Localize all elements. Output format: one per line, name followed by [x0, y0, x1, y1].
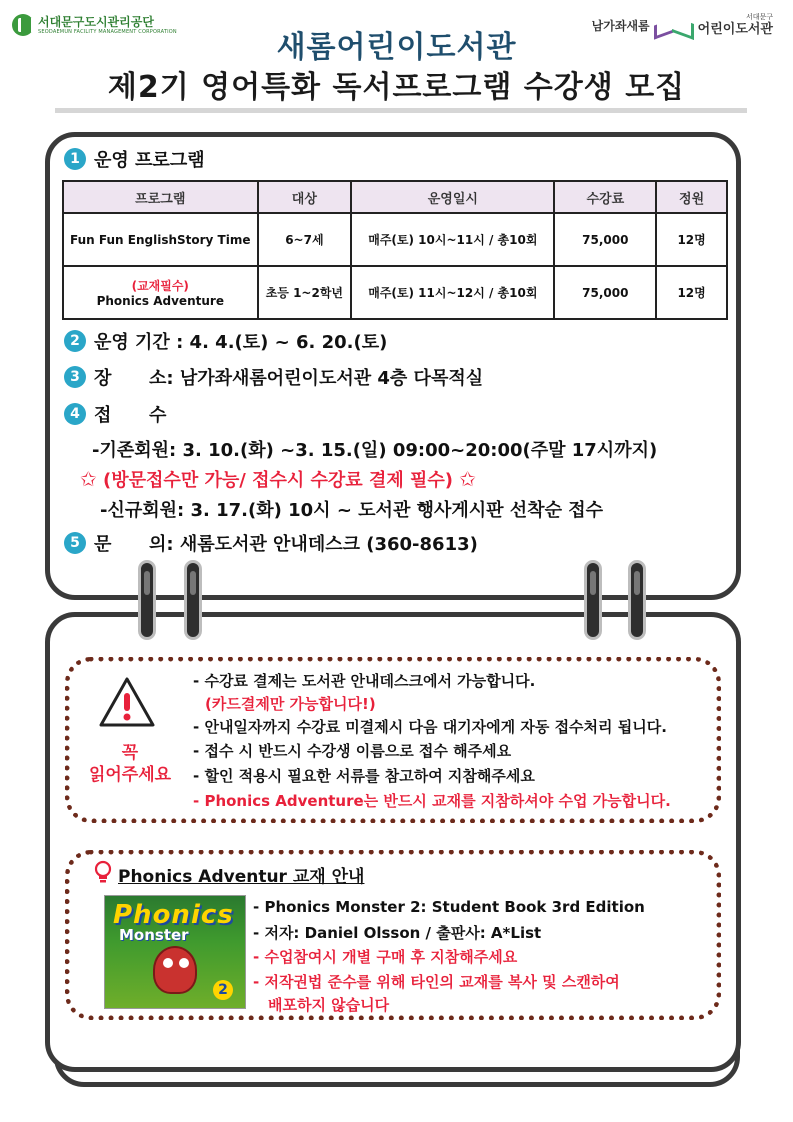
section-number-badge: 2: [64, 330, 86, 352]
section-label: 운영 프로그램: [94, 150, 205, 171]
table-cell-schedule: 매주(토) 11시~12시 / 총10회: [351, 266, 554, 319]
table-header: 대상: [258, 181, 352, 213]
table-header: 운영일시: [351, 181, 554, 213]
star-icon: ✩: [459, 467, 477, 491]
table-header-row: [63, 181, 727, 213]
binder-ring: [628, 560, 646, 640]
library-logo-left-text: 남가좌새롬: [591, 19, 650, 33]
warning-icon: [98, 676, 156, 728]
textbook-title: Phonics Adventur 교재 안내: [118, 867, 365, 887]
section-label: 접 수: [94, 405, 167, 426]
library-logo-name: 어린이도서관: [697, 22, 773, 37]
page-title-library: 새롬어린이도서관: [276, 30, 517, 65]
program-name: Phonics Adventure: [96, 294, 224, 308]
textbook-line: 배포하지 않습니다: [268, 996, 390, 1014]
binder-ring: [138, 560, 156, 640]
reception-existing-note-row: [80, 466, 476, 492]
table-cell-program: [63, 213, 258, 266]
table-cell-capacity: 12명: [656, 213, 727, 266]
notice-item: - 접수 시 반드시 수강생 이름으로 접수 해주세요: [193, 742, 512, 760]
textbook-line: - 수업참여시 개별 구매 후 지참해주세요: [253, 948, 518, 966]
table-cell-target: 6~7세: [258, 213, 352, 266]
notice-item: - 안내일자까지 수강료 미결제시 다음 대기자에게 자동 접수처리 됩니다.: [193, 718, 667, 736]
notice-item: - 할인 적용시 필요한 서류를 참고하여 지참해주세요: [193, 767, 535, 785]
table-cell-fee: 75,000: [554, 266, 656, 319]
textbook-line: - 저작권법 준수를 위해 타인의 교재를 복사 및 스캔하여: [253, 973, 620, 991]
notice-label: [78, 742, 182, 786]
section-number-badge: 3: [64, 366, 86, 388]
library-logo-district: 서대문구: [745, 13, 773, 21]
reception-existing: -기존회원: 3. 10.(화) ~3. 15.(일) 09:00~20:00(주말 17시까지): [92, 440, 658, 461]
table-row: [63, 213, 727, 266]
notice-item: - 수강료 결제는 도서관 안내데스크에서 가능합니다.: [193, 672, 536, 690]
textbook-line: - Phonics Monster 2: Student Book 3rd Edition: [253, 898, 645, 916]
section-number-badge: 5: [64, 532, 86, 554]
binder-ring: [584, 560, 602, 640]
table-row: [63, 266, 727, 319]
section-number-badge: 4: [64, 403, 86, 425]
program-name: Fun Fun EnglishStory Time: [70, 232, 251, 247]
org-eng-name: SEODAEMUN FACILITY MANAGEMENT CORPORATION: [38, 28, 177, 35]
table-cell-capacity: 12명: [656, 266, 727, 319]
cover-number: 2: [213, 980, 233, 1000]
section-location: [64, 364, 483, 390]
binder-ring: [184, 560, 202, 640]
textbook-line: - 저자: Daniel Olsson / 출판사: A*List: [253, 924, 542, 942]
section-program: [64, 146, 205, 172]
star-icon: ✩: [80, 467, 97, 491]
org-name: 서대문구도시관리공단: [38, 14, 154, 29]
table-header: 수강료: [554, 181, 656, 213]
title-divider: [55, 108, 747, 113]
notice-label-line1: 꼭: [121, 743, 139, 763]
cover-title: Phonics: [113, 900, 234, 930]
table-cell-target: 초등 1~2학년: [258, 266, 352, 319]
table-header: 프로그램: [63, 181, 258, 213]
section-reception: [64, 401, 166, 427]
section-period: [64, 328, 387, 354]
textbook-cover-image: [104, 895, 246, 1009]
reception-new: -신규회원: 3. 17.(화) 10시 ~ 도서관 행사게시판 선착순 접수: [100, 500, 604, 521]
section-label: 문 의: 새롬도서관 안내데스크 (360-8613): [94, 534, 478, 555]
section-label: 장 소: 남가좌새롬어린이도서관 4층 다목적실: [94, 368, 484, 389]
table-cell-fee: 75,000: [554, 213, 656, 266]
monster-icon: [153, 946, 197, 994]
lightbulb-icon: [93, 860, 113, 884]
table-header: 정원: [656, 181, 727, 213]
reception-existing-note: (방문접수만 가능/ 접수시 수강료 결제 필수): [103, 470, 454, 491]
section-number-badge: 1: [64, 148, 86, 170]
program-note: (교재필수): [131, 279, 189, 293]
notice-item: (카드결제만 가능합니다!): [205, 695, 376, 713]
section-label: 운영 기간 : 4. 4.(토) ~ 6. 20.(토): [94, 332, 388, 353]
cover-subtitle: Monster: [119, 926, 189, 944]
table-cell-program: [63, 266, 258, 319]
section-contact: [64, 530, 478, 556]
program-table: [62, 180, 728, 320]
notice-label-line2: 읽어주세요: [88, 765, 172, 786]
table-cell-schedule: 매주(토) 10시~11시 / 총10회: [351, 213, 554, 266]
notice-item: - Phonics Adventure는 반드시 교재를 지참하셔야 수업 가능합니다.: [193, 792, 671, 810]
page-title-program: 제2기 영어특화 독서프로그램 수강생 모집: [107, 70, 686, 105]
